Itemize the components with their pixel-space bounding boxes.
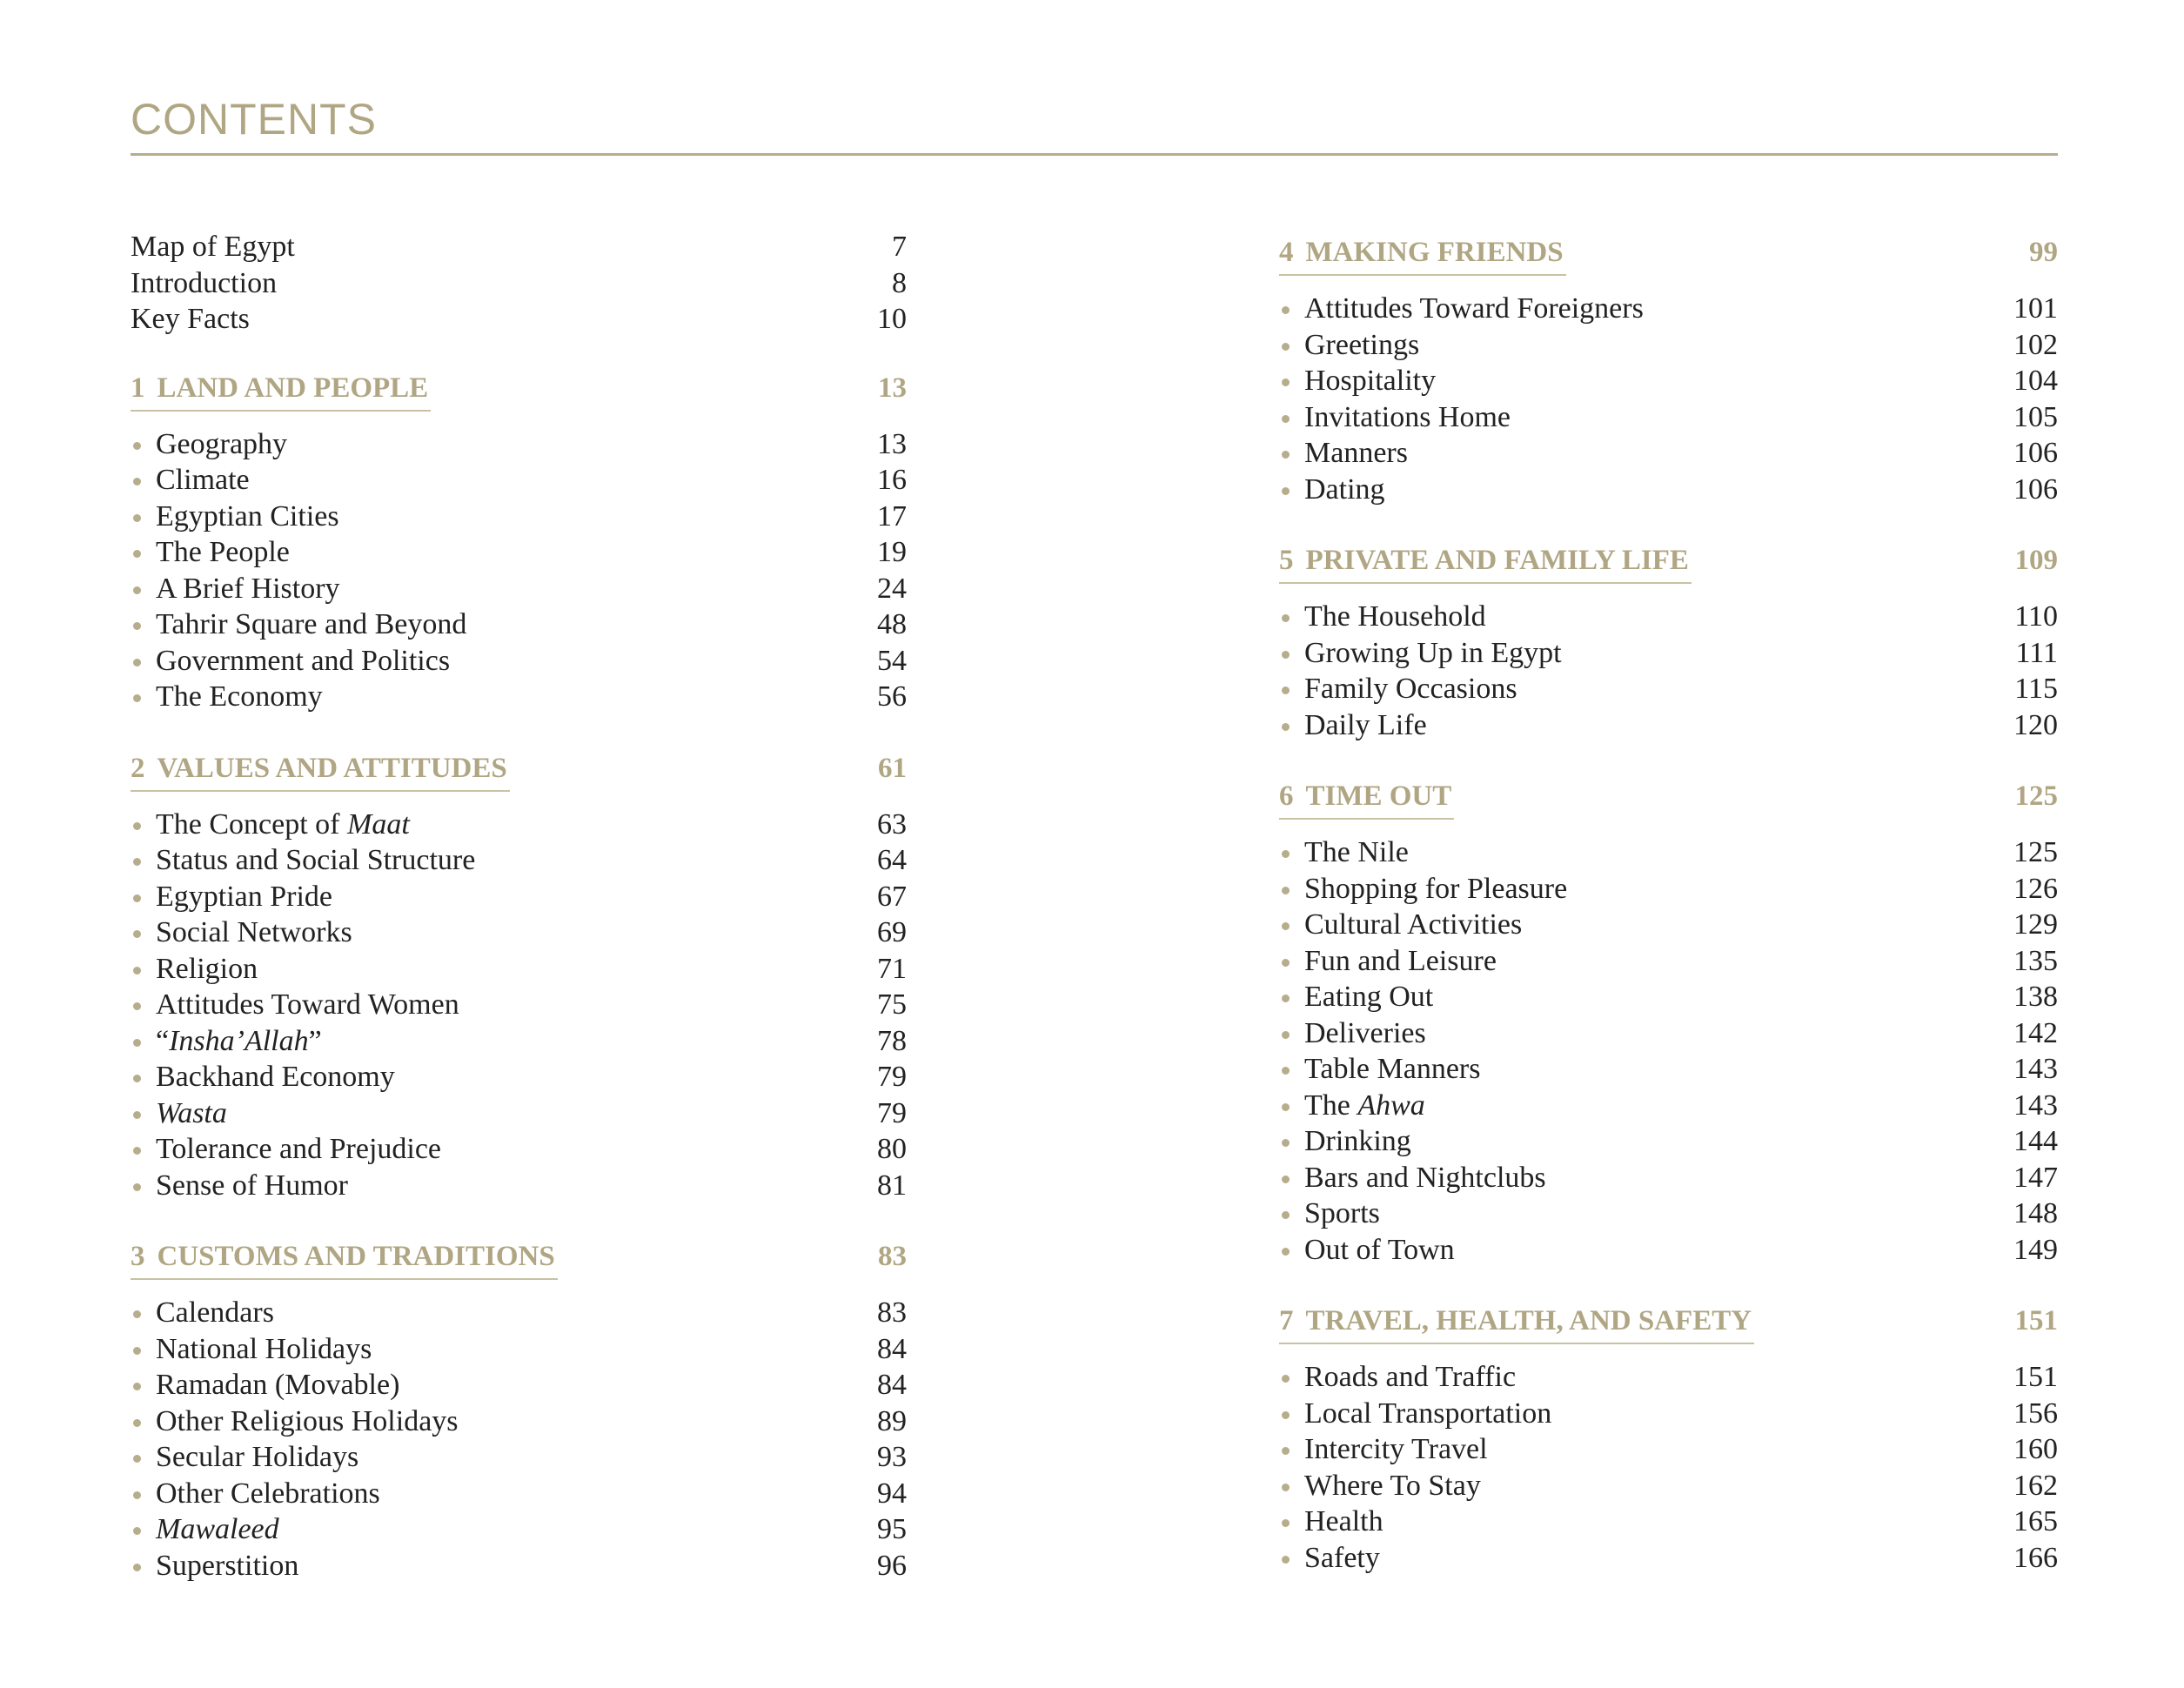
chapter-title: 1 LAND AND PEOPLE (131, 371, 431, 412)
entry-title: Other Celebrations (156, 1477, 380, 1510)
entry-title: Social Networks (156, 916, 352, 948)
bullet-icon (133, 1564, 141, 1571)
entry-title: The Concept of Maat (156, 807, 410, 841)
toc-entry[interactable] (1279, 1124, 2058, 1159)
entry-title: Sense of Humor (156, 1169, 348, 1202)
entry-title: “Insha’Allah” (156, 1024, 322, 1057)
entry-page-number: 165 (2013, 1505, 2058, 1537)
bullet-icon (133, 1527, 141, 1535)
chapter-page-number: 83 (878, 1241, 907, 1272)
bullet-icon (1282, 1519, 1290, 1527)
toc-entry[interactable] (1279, 908, 2058, 942)
entry-title: The Household (1304, 600, 1486, 633)
toc-entry[interactable] (131, 572, 907, 606)
entry-title: Hospitality (1304, 365, 1437, 397)
toc-entry[interactable] (1279, 436, 2058, 471)
entry-page-number: 48 (877, 608, 907, 640)
toc-entry[interactable] (1279, 1469, 2058, 1504)
chapter-heading[interactable] (1279, 779, 2058, 821)
bullet-icon (133, 1310, 141, 1318)
bullet-icon (133, 514, 141, 522)
toc-entry[interactable] (1279, 1504, 2058, 1539)
entry-title: The Ahwa (1304, 1088, 1425, 1122)
entry-page-number: 115 (2014, 673, 2058, 705)
toc-entry[interactable] (1279, 1052, 2058, 1087)
entry-page-number: 106 (2013, 472, 2058, 506)
entry-page-number: 166 (2013, 1541, 2058, 1574)
toc-entry[interactable] (131, 988, 907, 1022)
chapter-title: 4 MAKING FRIENDS (1279, 235, 1566, 276)
chapter-number: 1 (131, 372, 145, 404)
chapter-number: 7 (1279, 1305, 1294, 1336)
bullet-icon (133, 659, 141, 666)
entry-page-number: 79 (877, 1096, 907, 1129)
toc-entry[interactable] (131, 680, 907, 714)
toc-entry[interactable] (131, 499, 907, 534)
entry-page-number: 54 (877, 644, 907, 677)
bullet-icon (133, 1075, 141, 1082)
entry-page-number: 7 (892, 231, 907, 263)
entry-title: Fun and Leisure (1304, 944, 1497, 977)
entry-title: Growing Up in Egypt (1304, 636, 1562, 669)
chapter-number: 2 (131, 752, 145, 784)
chapter-page-number: 125 (2014, 780, 2058, 812)
entry-page-number: 17 (877, 499, 907, 533)
entry-title: Dating (1304, 472, 1385, 506)
bullet-icon (1282, 378, 1290, 386)
bullet-icon (133, 1039, 141, 1047)
entry-page-number: 10 (877, 303, 907, 335)
entry-title: Health (1304, 1505, 1383, 1537)
entry-title: Government and Politics (156, 644, 451, 677)
toc-entry[interactable] (1279, 1233, 2058, 1268)
entry-title: Other Religious Holidays (156, 1404, 459, 1437)
chapter-title: 5 PRIVATE AND FAMILY LIFE (1279, 543, 1692, 584)
entry-page-number: 89 (877, 1404, 907, 1437)
toc-entry[interactable] (1279, 708, 2058, 743)
bullet-icon (1282, 1375, 1290, 1383)
toc-entry[interactable] (131, 1169, 907, 1203)
bullet-icon (1282, 1411, 1290, 1419)
entry-page-number: 69 (877, 916, 907, 948)
chapter-page-number: 109 (2014, 545, 2058, 576)
entry-title: Daily Life (1304, 708, 1427, 741)
entry-page-number: 79 (877, 1061, 907, 1093)
entry-page-number: 110 (2014, 600, 2058, 633)
chapter-number: 4 (1279, 237, 1294, 268)
toc-entry[interactable] (131, 807, 907, 842)
toc-entry[interactable] (1279, 1196, 2058, 1231)
entry-title: Intercity Travel (1304, 1433, 1488, 1465)
entry-title: Egyptian Cities (156, 499, 339, 533)
bullet-icon (133, 694, 141, 702)
entry-page-number: 80 (877, 1133, 907, 1165)
chapter-heading[interactable] (131, 1239, 907, 1281)
bullet-icon (1282, 1248, 1290, 1256)
toc-entry[interactable] (1279, 472, 2058, 507)
bullet-icon (133, 1147, 141, 1155)
chapter-title: 6 TIME OUT (1279, 779, 1454, 820)
toc-entry[interactable] (1279, 944, 2058, 979)
entry-page-number: 16 (877, 464, 907, 496)
entry-page-number: 162 (2013, 1469, 2058, 1502)
entry-title: Where To Stay (1304, 1469, 1481, 1502)
bullet-icon (133, 1491, 141, 1499)
entry-title: Family Occasions (1304, 673, 1517, 705)
entry-title: National Holidays (156, 1332, 372, 1365)
entry-page-number: 71 (877, 952, 907, 985)
entry-title: Backhand Economy (156, 1061, 395, 1093)
entry-page-number: 138 (2013, 981, 2058, 1013)
entry-title: Geography (156, 427, 288, 460)
entry-page-number: 83 (877, 1296, 907, 1329)
entry-page-number: 143 (2013, 1088, 2058, 1122)
toc-entry[interactable] (1279, 672, 2058, 707)
entry-page-number: 101 (2013, 292, 2058, 325)
toc-entry[interactable] (131, 1332, 907, 1367)
front-matter-entry[interactable] (131, 266, 907, 301)
chapter-page-number: 99 (2029, 237, 2058, 268)
bullet-icon (1282, 1211, 1290, 1219)
entry-page-number: 120 (2013, 708, 2058, 741)
chapter-heading[interactable] (1279, 543, 2058, 585)
chapter-number: 6 (1279, 780, 1294, 812)
bullet-icon (133, 894, 141, 902)
toc-entry[interactable] (131, 1440, 907, 1475)
toc-entry[interactable] (131, 1024, 907, 1059)
toc-entry[interactable] (131, 915, 907, 950)
entry-title: Ramadan (Movable) (156, 1369, 400, 1401)
entry-page-number: 160 (2013, 1433, 2058, 1465)
toc-entry[interactable] (1279, 1397, 2058, 1431)
entry-title: Introduction (131, 266, 278, 299)
entry-page-number: 151 (2013, 1361, 2058, 1393)
chapter-heading[interactable] (131, 751, 907, 793)
chapter-number: 5 (1279, 545, 1294, 576)
bullet-icon (133, 622, 141, 630)
toc-entry[interactable] (1279, 364, 2058, 399)
bullet-icon (1282, 1447, 1290, 1455)
entry-title: Safety (1304, 1541, 1380, 1574)
bullet-icon (133, 1455, 141, 1463)
toc-entry[interactable] (131, 607, 907, 642)
entry-page-number: 126 (2013, 872, 2058, 905)
bullet-icon (133, 586, 141, 594)
entry-page-number: 67 (877, 880, 907, 913)
entry-page-number: 8 (892, 266, 907, 299)
chapter-page-number: 13 (878, 372, 907, 404)
bullet-icon (133, 442, 141, 450)
chapter-title: 7 TRAVEL, HEALTH, AND SAFETY (1279, 1303, 1754, 1344)
toc-entry[interactable] (131, 1549, 907, 1584)
entry-title: Tahrir Square and Beyond (156, 608, 467, 640)
bullet-icon (133, 1183, 141, 1191)
entry-title: Eating Out (1304, 981, 1434, 1013)
bullet-icon (133, 1383, 141, 1390)
chapter-page-number: 151 (2014, 1305, 2058, 1336)
entry-title: A Brief History (156, 572, 340, 605)
chapter-heading[interactable] (1279, 1303, 2058, 1345)
bullet-icon (1282, 343, 1290, 351)
entry-page-number: 24 (877, 572, 907, 605)
entry-page-number: 64 (877, 844, 907, 876)
entry-page-number: 75 (877, 988, 907, 1021)
entry-page-number: 78 (877, 1024, 907, 1057)
toc-entry[interactable] (131, 1132, 907, 1167)
toc-entry[interactable] (131, 952, 907, 987)
chapter-page-number: 61 (878, 752, 907, 784)
entry-title: Table Manners (1304, 1053, 1481, 1085)
entry-title: Religion (156, 952, 258, 985)
entry-page-number: 84 (877, 1332, 907, 1365)
chapter-number: 3 (131, 1241, 145, 1272)
entry-page-number: 105 (2013, 400, 2058, 433)
entry-title: Local Transportation (1304, 1397, 1552, 1430)
entry-title: Manners (1304, 437, 1408, 469)
entry-title: Greetings (1304, 328, 1420, 361)
entry-title: Wasta (156, 1096, 227, 1129)
front-matter-entry[interactable] (131, 302, 907, 337)
toc-entry[interactable] (131, 1404, 907, 1439)
toc-entry[interactable] (131, 1512, 907, 1547)
bullet-icon (133, 1002, 141, 1010)
bullet-icon (1282, 651, 1290, 659)
chapter-title: 2 VALUES AND ATTITUDES (131, 751, 510, 792)
entry-title: Invitations Home (1304, 400, 1511, 433)
entry-page-number: 102 (2013, 328, 2058, 361)
bullet-icon (1282, 922, 1290, 930)
toc-entry[interactable] (131, 1368, 907, 1403)
entry-title: Roads and Traffic (1304, 1361, 1517, 1393)
entry-page-number: 148 (2013, 1197, 2058, 1229)
bullet-icon (1282, 1031, 1290, 1039)
entry-title: Calendars (156, 1296, 274, 1329)
bullet-icon (1282, 1176, 1290, 1183)
toc-entry[interactable] (1279, 1360, 2058, 1395)
bullet-icon (133, 930, 141, 938)
bullet-icon (1282, 959, 1290, 967)
toc-entry[interactable] (131, 427, 907, 462)
toc-entry[interactable] (1279, 1432, 2058, 1467)
toc-entry[interactable] (131, 1477, 907, 1511)
bullet-icon (1282, 306, 1290, 314)
entry-page-number: 93 (877, 1441, 907, 1473)
toc-entry[interactable] (1279, 980, 2058, 1015)
bullet-icon (1282, 995, 1290, 1002)
toc-entry[interactable] (1279, 400, 2058, 435)
entry-page-number: 84 (877, 1369, 907, 1401)
bullet-icon (1282, 887, 1290, 894)
entry-title: The People (156, 536, 290, 568)
entry-title: Cultural Activities (1304, 908, 1523, 941)
entry-page-number: 94 (877, 1477, 907, 1510)
bullet-icon (1282, 1556, 1290, 1564)
bullet-icon (1282, 614, 1290, 622)
entry-title: Key Facts (131, 303, 250, 335)
chapter-heading[interactable] (131, 371, 907, 412)
entry-page-number: 129 (2013, 908, 2058, 941)
bullet-icon (1282, 487, 1290, 495)
title-divider (131, 153, 2058, 156)
entry-title: The Nile (1304, 836, 1409, 868)
entry-page-number: 96 (877, 1549, 907, 1582)
entry-title: Egyptian Pride (156, 880, 333, 913)
toc-entry[interactable] (131, 644, 907, 679)
entry-title: Out of Town (1304, 1233, 1455, 1266)
entry-page-number: 106 (2013, 437, 2058, 469)
entry-title: Mawaleed (156, 1513, 279, 1545)
toc-entry[interactable] (131, 880, 907, 914)
toc-entry[interactable] (1279, 1088, 2058, 1123)
entry-page-number: 111 (2015, 636, 2058, 669)
toc-entry[interactable] (1279, 328, 2058, 363)
bullet-icon (1282, 723, 1290, 731)
bullet-icon (133, 550, 141, 558)
entry-title: Bars and Nightclubs (1304, 1161, 1546, 1194)
entry-page-number: 143 (2013, 1053, 2058, 1085)
bullet-icon (133, 1419, 141, 1427)
chapter-heading[interactable] (1279, 235, 2058, 277)
bullet-icon (1282, 1484, 1290, 1491)
bullet-icon (1282, 850, 1290, 858)
toc-entry[interactable] (131, 843, 907, 878)
toc-entry[interactable] (131, 535, 907, 570)
bullet-icon (1282, 451, 1290, 459)
toc-entry[interactable] (1279, 872, 2058, 907)
entry-title: Sports (1304, 1197, 1380, 1229)
entry-page-number: 56 (877, 680, 907, 713)
entry-page-number: 125 (2013, 836, 2058, 868)
entry-page-number: 95 (877, 1513, 907, 1545)
bullet-icon (133, 858, 141, 866)
toc-entry[interactable] (1279, 1541, 2058, 1576)
page-title: CONTENTS (131, 95, 377, 144)
toc-entry[interactable] (1279, 835, 2058, 870)
chapter-title: 3 CUSTOMS AND TRADITIONS (131, 1239, 558, 1280)
bullet-icon (1282, 687, 1290, 694)
bullet-icon (133, 478, 141, 486)
toc-entry[interactable] (131, 1296, 907, 1330)
entry-page-number: 142 (2013, 1016, 2058, 1049)
entry-page-number: 156 (2013, 1397, 2058, 1430)
bullet-icon (1282, 1103, 1290, 1111)
entry-page-number: 149 (2013, 1233, 2058, 1266)
entry-title: The Economy (156, 680, 323, 713)
entry-title: Map of Egypt (131, 231, 295, 263)
entry-page-number: 135 (2013, 944, 2058, 977)
toc-entry[interactable] (1279, 1161, 2058, 1196)
entry-title: Tolerance and Prejudice (156, 1133, 442, 1165)
toc-entry[interactable] (1279, 1016, 2058, 1051)
toc-entry[interactable] (131, 1060, 907, 1095)
toc-entry[interactable] (131, 463, 907, 498)
toc-entry[interactable] (131, 1096, 907, 1131)
bullet-icon (1282, 1139, 1290, 1147)
bullet-icon (1282, 415, 1290, 423)
entry-page-number: 81 (877, 1169, 907, 1202)
bullet-icon (1282, 1067, 1290, 1075)
entry-title: Secular Holidays (156, 1441, 359, 1473)
toc-entry[interactable] (1279, 291, 2058, 326)
entry-title: Attitudes Toward Women (156, 988, 459, 1021)
entry-page-number: 13 (877, 427, 907, 460)
entry-title: Drinking (1304, 1125, 1411, 1157)
toc-entry[interactable] (1279, 600, 2058, 634)
entry-title: Superstition (156, 1549, 299, 1582)
entry-page-number: 104 (2013, 365, 2058, 397)
entry-title: Attitudes Toward Foreigners (1304, 292, 1644, 325)
bullet-icon (133, 1111, 141, 1119)
bullet-icon (133, 822, 141, 830)
entry-title: Climate (156, 464, 250, 496)
front-matter-entry[interactable] (131, 230, 907, 265)
entry-page-number: 19 (877, 536, 907, 568)
toc-entry[interactable] (1279, 636, 2058, 671)
entry-page-number: 63 (877, 807, 907, 841)
entry-title: Shopping for Pleasure (1304, 872, 1568, 905)
entry-page-number: 144 (2013, 1125, 2058, 1157)
entry-title: Status and Social Structure (156, 844, 476, 876)
entry-page-number: 147 (2013, 1161, 2058, 1194)
bullet-icon (133, 967, 141, 975)
bullet-icon (133, 1347, 141, 1355)
entry-title: Deliveries (1304, 1016, 1426, 1049)
